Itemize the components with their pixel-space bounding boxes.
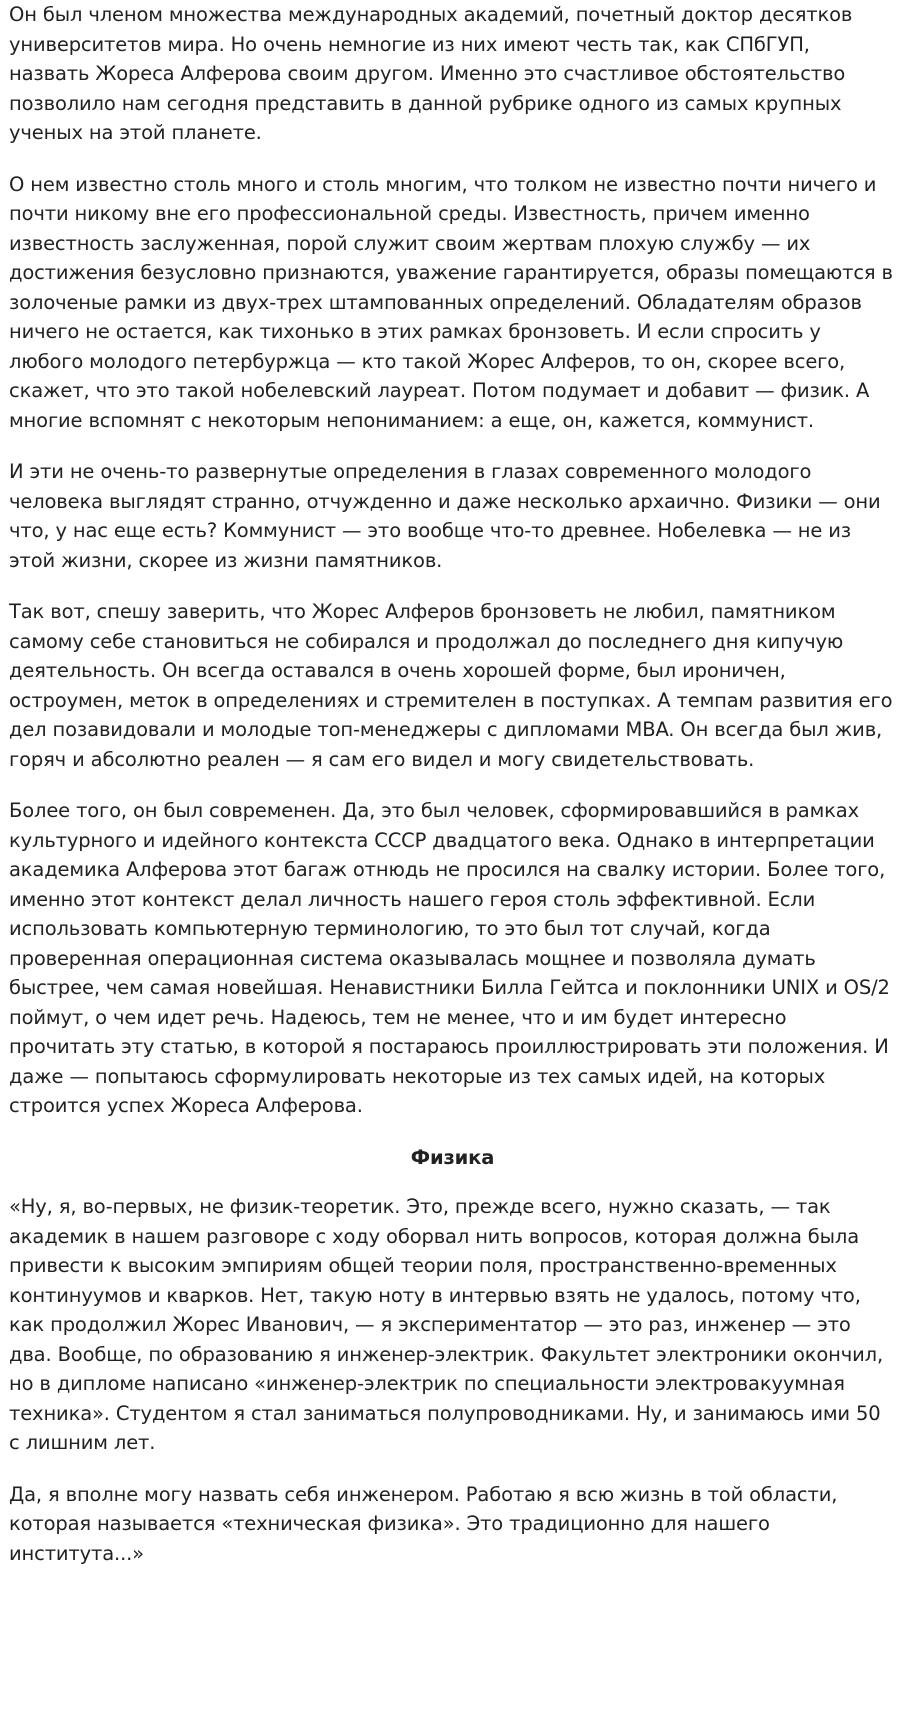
- paragraph-not-bronze: Так вот, спешу заверить, что Жорес Алферов бронзоветь не любил, памятником самому себе становиться не собирался и продолжал до последнего дня кипучую деятельность. Он всегда оставался в очень хорошей форме, был ироничен, остроумен, меток в определениях и стремителен в поступках. А темпам развития его дел позавидовали и молодые топ-менеджеры с дипломами MBA. Он всегда был жив, горяч и абсолютно реален — я сам его видел и могу свидетельствовать.: [9, 600, 893, 771]
- paragraph-definitions: И эти не очень-то развернутые определения в глазах современного молодого человека выглядят странно, отчужденно и даже несколько архаично. Физики — они что, у нас еще есть? Коммунист — это вообще что-то древнее. Нобелевка — не из этой жизни, скорее из жизни памятников.: [9, 460, 881, 572]
- section-heading-physics: Физика: [410, 1145, 495, 1169]
- paragraph-quote-engineer: Да, я вполне могу назвать себя инженером. Работаю я всю жизнь в той области, которая называется «техническая физика». Это традиционно для нашего института...»: [9, 1482, 838, 1565]
- paragraph-modern: Более того, он был современен. Да, это был человек, сформировавшийся в рамках культурного и идейного контекста СССР двадцатого века. Однако в интерпретации академика Алферова этот багаж отнюдь не просился на свалку истории. Более того, именно этот контекст делал личность нашего героя столь эффективной. Если использовать компьютерную терминологию, то это был тот случай, когда проверенная операционная система оказывалась мощнее и позволяла думать быстрее, чем самая новейшая. Ненавистники Билла Гейтса и поклонники UNIX и OS/2 поймут, о чем идет речь. Надеюсь, тем не менее, что и им будет интересно прочитать эту статью, в которой я постараюсь проиллюстрировать эти положения. И даже — попытаюсь сформулировать некоторые из тех самых идей, на которых строится успех Жореса Алферова.: [9, 799, 890, 1117]
- paragraph-intro: Он был членом множества международных академий, почетный доктор десятков университетов мира. Но очень немногие из них имеют честь так, как СПбГУП, назвать Жореса Алферова своим другом. Именно это счастливое обстоятельство позволило нам сегодня представить в данной рубрике одного из самых крупных ученых на этой планете.: [9, 3, 853, 144]
- paragraph-quote-experimenter: «Ну, я, во-первых, не физик-теоретик. Это, прежде всего, нужно сказать, — так академик в нашем разговоре с ходу оборвал нить вопросов, которая должна была привести к высоким эмпириям общей теории поля, пространственно-временных континуумов и кварков. Нет, такую ноту в интервью взять не удалось, потому что, как продолжил Жорес Иванович, — я экспериментатор — это раз, инженер — это два. Вообще, по образованию я инженер-электрик. Факультет электроники окончил, но в дипломе написано «инженер-электрик по специальности электровакуумная техника». Студентом я стал заниматься полупроводниками. Ну, и занимаюсь ими 50 с лишним лет.: [9, 1195, 884, 1454]
- paragraph-fame: О нем известно столь много и столь многим, что толком не известно почти ничего и почти никому вне его профессиональной среды. Известность, причем именно известность заслуженная, порой служит своим жертвам плохую службу — их достижения безусловно признаются, уважение гарантируется, образы помещаются в золоченые рамки из двух-трех штампованных определений. Обладателям образов ничего не остается, как тихонько в этих рамках бронзоветь. И если спросить у любого молодого петербуржца — кто такой Жорес Алферов, то он, скорее всего, скажет, что это такой нобелевский лауреат. Потом подумает и добавит — физик. А многие вспомнят с некоторым непониманием: а еще, он, кажется, коммунист.: [9, 172, 893, 432]
